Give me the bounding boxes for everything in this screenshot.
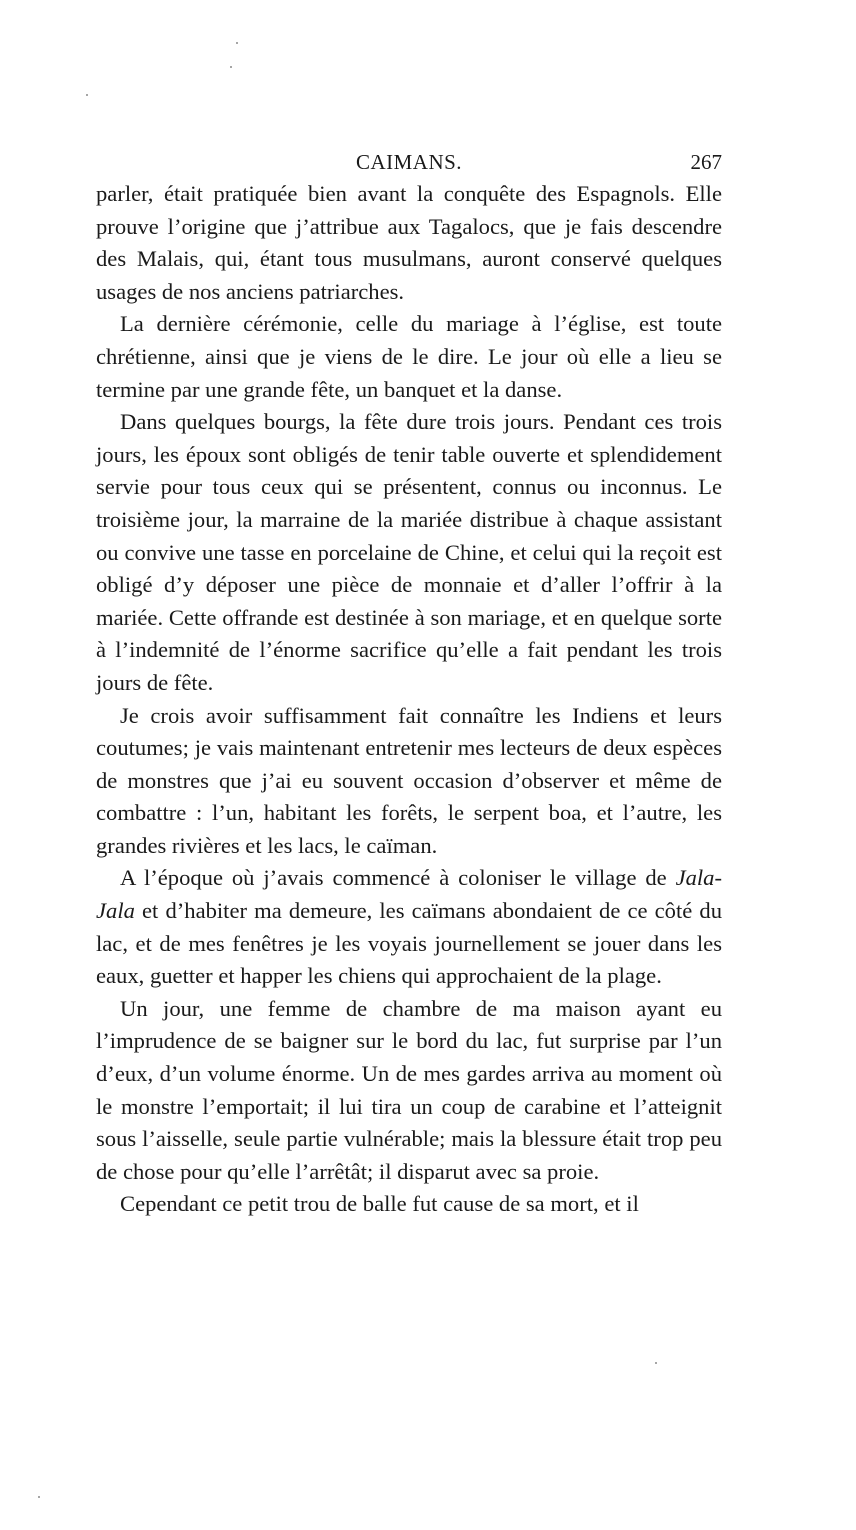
- place-name-italic: Jala-Jala: [96, 865, 722, 924]
- paragraph: [96, 862, 722, 992]
- paragraph: Je crois avoir suffisamment fait connaître les Indiens et leurs coutumes; je vais maintenant entretenir mes lecteurs de deux espèces de monstres que j’ai eu souvent occasion d’observer et même de combattre : l’un, habitant les forêts, le serpent boa, et l’autre, les grandes rivières et les lacs, le caïman.: [96, 702, 722, 858]
- scan-speck: [236, 42, 238, 44]
- scan-speck: [655, 1362, 657, 1364]
- paragraph: La dernière cérémonie, celle du mariage à l’église, est toute chrétienne, ainsi que je viens de le dire. Le jour où elle a lieu se termine par une grande fête, un banquet et la danse.: [96, 311, 722, 402]
- running-head: [96, 148, 722, 178]
- paragraph: Cependant ce petit trou de balle fut cause de sa mort, et il: [120, 1191, 639, 1217]
- paragraph: Un jour, une femme de chambre de ma maison ayant eu l’imprudence de se baigner sur le bord du lac, fut surprise par l’un d’eux, d’un volume énorme. Un de mes gardes arriva au moment où le monstre l’emportait; il lui tira un coup de carabine et l’atteignit sous l’aisselle, seule partie vulnérable; mais la blessure était trop peu de chose pour qu’elle l’arrêtât; il disparut avec sa proie.: [96, 995, 722, 1184]
- scan-speck: [38, 1496, 40, 1498]
- paragraph-text: et d’habiter ma demeure, les caïmans abondaient de ce côté du lac, et de mes fenêtres je les voyais journellement se jouer dans les eaux, guetter et happer les chiens qui approchaient de la plage.: [96, 898, 722, 989]
- page-number: 267: [690, 150, 722, 174]
- running-title: CAIMANS.: [355, 150, 463, 174]
- scan-speck: [230, 66, 232, 68]
- paragraph: parler, était pratiquée bien avant la conquête des Espagnols. Elle prouve l’origine que j’attribue aux Tagalocs, que je fais descendre des Malais, qui, étant tous musulmans, auront conservé quelques usages de nos anciens patriarches.: [96, 181, 722, 304]
- body-text: [96, 178, 722, 1221]
- scan-speck: [86, 94, 88, 96]
- book-page: [96, 148, 722, 1221]
- paragraph-text: A l’époque où j’avais commencé à coloniser le village de: [120, 865, 676, 891]
- paragraph: Dans quelques bourgs, la fête dure trois jours. Pendant ces trois jours, les époux sont obligés de tenir table ouverte et splendidement servie pour tous ceux qui se présentent, connus ou inconnus. Le troisième jour, la marraine de la mariée distribue à chaque assistant ou convive une tasse en porcelaine de Chine, et celui qui la reçoit est obligé d’y déposer une pièce de monnaie et d’aller l’offrir à la mariée. Cette offrande est destinée à son mariage, et en quelque sorte à l’indemnité de l’énorme sacrifice qu’elle a fait pendant les trois jours de fête.: [96, 409, 722, 695]
